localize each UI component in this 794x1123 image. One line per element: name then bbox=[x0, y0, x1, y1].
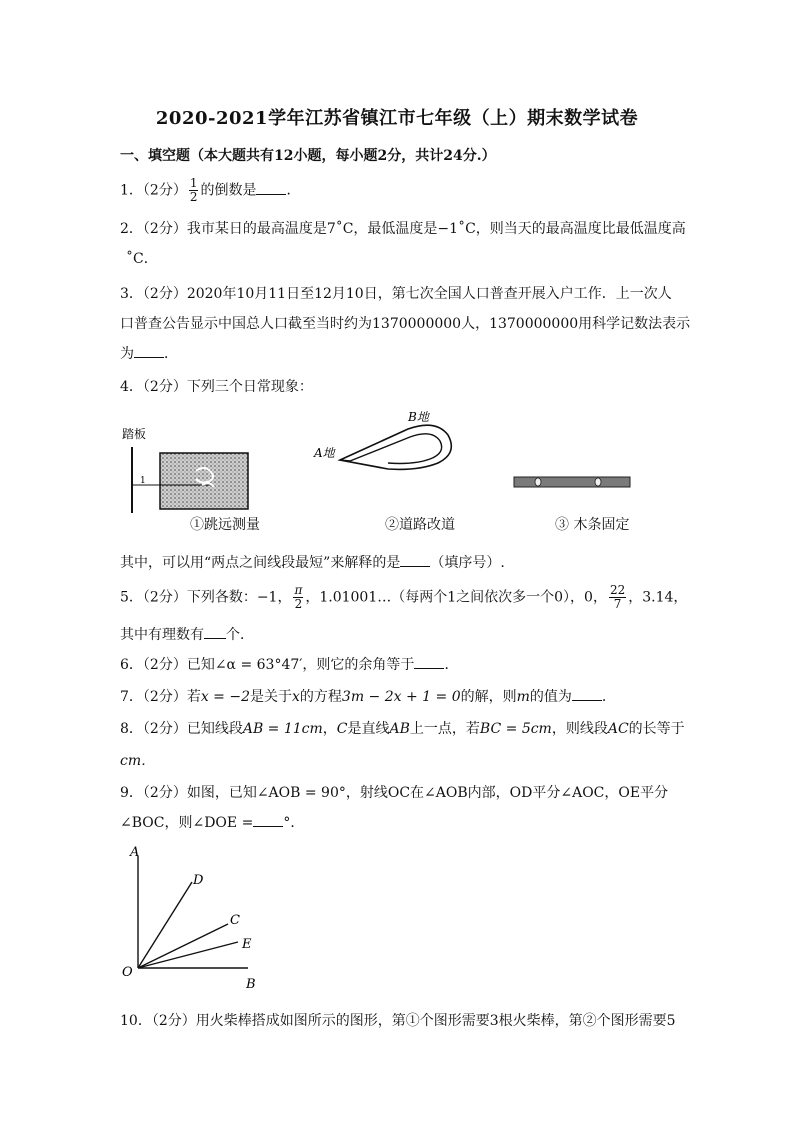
q7-a: 7．（2分）若 bbox=[120, 689, 201, 705]
question-8-line2 bbox=[120, 750, 155, 770]
question-2-line1: 2．（2分）我市某日的最高温度是7˚C，最低温度是−1˚C，则当天的最高温度比最低温度高 bbox=[120, 221, 686, 237]
question-3-line2: 口普查公告显示中国总人口截至当时约为1370000000人，1370000000用科学记数法表示 bbox=[120, 316, 691, 332]
question-9-line1: 9．（2分）如图，已知∠AOB = 90°，射线OC在∠AOB内部，OD平分∠AOC，OE平分 bbox=[120, 785, 669, 801]
q3-end: ． bbox=[164, 346, 178, 362]
q5-ask: 其中有理数有 bbox=[120, 627, 204, 643]
label-one: 1 bbox=[140, 476, 146, 486]
q1-text: 的倒数是 bbox=[200, 182, 257, 199]
frac-denominator: 7 bbox=[613, 597, 622, 611]
answer-blank[interactable] bbox=[256, 182, 286, 195]
question-1 bbox=[120, 177, 300, 204]
q7-x: x bbox=[292, 689, 300, 705]
question-10-line1: 10．（2分）用火柴棒搭成如图所示的图形，第①个图形需要3根火柴棒，第②个图形需要5 bbox=[120, 1013, 676, 1029]
q4-ask-text: 其中，可以用“两点之间线段最短”来解释的是 bbox=[120, 555, 401, 571]
q7-c: 的方程 bbox=[299, 689, 342, 705]
frac-numerator: 22 bbox=[609, 583, 626, 597]
q5-22-7-fraction bbox=[609, 584, 626, 611]
q8-d: 上一点，若 bbox=[409, 721, 480, 737]
section-heading: 一、填空题（本大题共有12小题，每小题2分，共计24分.） bbox=[120, 148, 496, 164]
q7-end: ． bbox=[601, 689, 616, 705]
caption-long-jump: ①跳远测量 bbox=[190, 517, 260, 533]
q8-ab: AB = 11cm bbox=[242, 721, 323, 737]
q5-pi-fraction bbox=[293, 584, 303, 611]
ray-oe bbox=[138, 942, 238, 968]
q8-c-text: 是直线 bbox=[347, 721, 390, 737]
q1-denominator: 2 bbox=[189, 190, 198, 204]
nail-left bbox=[535, 478, 541, 486]
road-end bbox=[340, 460, 350, 461]
q7-equation: 3m − 2x + 1 = 0 bbox=[341, 689, 461, 705]
q7-d: 的解，则 bbox=[460, 689, 517, 705]
q1-number: 1．（2分） bbox=[120, 182, 187, 199]
q8-e: ，则线段 bbox=[551, 721, 608, 737]
q8-b: ， bbox=[322, 721, 337, 737]
question-7 bbox=[120, 686, 616, 706]
sand-pit bbox=[160, 453, 248, 509]
q8-a: 8．（2分）已知线段 bbox=[120, 721, 243, 737]
pi-numerator: π bbox=[294, 583, 303, 597]
answer-blank[interactable] bbox=[134, 345, 164, 358]
point-a-label: A bbox=[130, 845, 140, 860]
q1-numerator: 1 bbox=[189, 176, 198, 190]
nail-right bbox=[595, 478, 601, 486]
question-9-line2 bbox=[120, 812, 304, 832]
question-3-line3 bbox=[120, 343, 178, 363]
q5-text-b: ，1.01001…（每两个1之间依次多一个0），0， bbox=[305, 589, 607, 606]
q1-end: ． bbox=[286, 182, 301, 199]
q9-end: °． bbox=[283, 815, 305, 831]
q6-end: ． bbox=[444, 657, 459, 673]
caption-wood-bar: ③ 木条固定 bbox=[555, 517, 630, 533]
caption-road: ②道路改道 bbox=[385, 517, 455, 533]
question-4-ask bbox=[120, 552, 505, 572]
q5-text-c: ，3.14， bbox=[628, 589, 688, 606]
q7-x-value: x = −2 bbox=[200, 689, 250, 705]
q8-f: 的长等于 bbox=[628, 721, 685, 737]
q8-unit: cm． bbox=[120, 753, 156, 769]
q7-e: 的值为 bbox=[529, 689, 572, 705]
question-6 bbox=[120, 654, 458, 674]
q2-unit: ˚C． bbox=[126, 251, 158, 267]
wooden-bar bbox=[514, 477, 630, 487]
board-label: 踏板 bbox=[122, 427, 147, 441]
question-8-line1 bbox=[120, 718, 685, 738]
q3-text: 为 bbox=[120, 346, 134, 362]
answer-blank[interactable] bbox=[414, 656, 444, 669]
q6-text: 6．（2分）已知∠α = 63°47′，则它的余角等于 bbox=[120, 657, 415, 673]
question-3-line1: 3．（2分）2020年10月11日至12月10日，第七次全国人口普查开展入户工作．上一次人 bbox=[120, 286, 672, 302]
q8-ab2: AB bbox=[389, 721, 410, 737]
question-5-line1 bbox=[120, 584, 687, 611]
q5-text-a: 5．（2分）下列各数：−1， bbox=[120, 589, 292, 606]
answer-blank[interactable] bbox=[400, 554, 430, 567]
q8-ac: AC bbox=[607, 721, 629, 737]
label-a-place: A地 bbox=[314, 446, 335, 460]
q4-ask-end: （填序号）. bbox=[430, 555, 505, 571]
question-2-line2 bbox=[120, 248, 158, 268]
point-b-label: B bbox=[246, 977, 256, 992]
point-c-label: C bbox=[230, 913, 240, 928]
q9-text: ∠BOC，则∠DOE = bbox=[120, 815, 254, 831]
q5-end: 个． bbox=[226, 627, 254, 643]
q8-bc: BC = 5cm bbox=[479, 721, 552, 737]
label-b-place: B地 bbox=[408, 410, 429, 424]
point-d-label: D bbox=[193, 873, 204, 888]
pi-denominator: 2 bbox=[294, 597, 303, 611]
question-5-line2 bbox=[120, 624, 254, 644]
answer-blank[interactable] bbox=[572, 688, 602, 701]
answer-blank[interactable] bbox=[253, 814, 283, 827]
q9-angle-figure bbox=[118, 842, 278, 992]
q8-c: C bbox=[336, 721, 348, 737]
point-e-label: E bbox=[242, 937, 252, 952]
q1-fraction bbox=[189, 177, 199, 204]
point-o-label: O bbox=[122, 965, 133, 980]
answer-blank[interactable] bbox=[204, 626, 226, 639]
q4-figures bbox=[118, 405, 638, 520]
q7-m: m bbox=[516, 689, 530, 705]
exam-title: 2020-2021学年江苏省镇江市七年级（上）期末数学试卷 bbox=[155, 108, 639, 129]
question-4-intro: 4．（2分）下列三个日常现象： bbox=[120, 379, 313, 395]
q7-b: 是关于 bbox=[250, 689, 292, 705]
